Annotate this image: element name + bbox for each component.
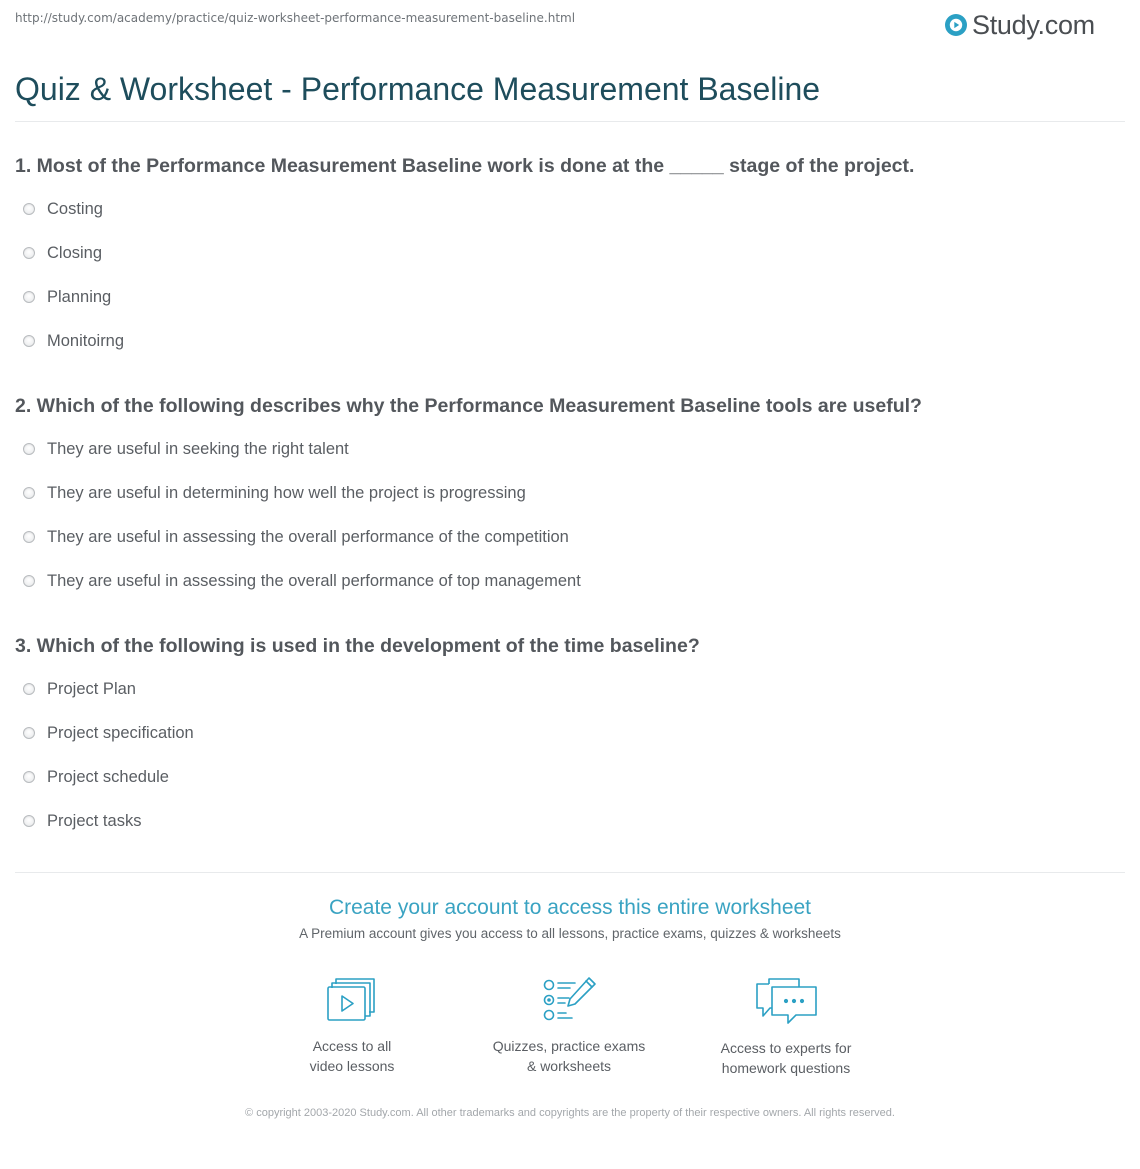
page-url: http://study.com/academy/practice/quiz-worksheet-performance-measurement-baseline.html [15, 11, 576, 25]
radio-button[interactable] [23, 487, 35, 499]
feature-video-lessons [267, 975, 437, 1076]
radio-button[interactable] [23, 203, 35, 215]
cta-subtitle: A Premium account gives you access to all lessons, practice exams, quizzes & worksheets [299, 926, 841, 941]
radio-button[interactable] [23, 335, 35, 347]
question-1 [15, 153, 1125, 350]
answer-label: They are useful in assessing the overall performance of the competition [47, 527, 569, 546]
question-3 [15, 633, 1125, 830]
radio-button[interactable] [23, 683, 35, 695]
divider [15, 872, 1125, 873]
answer-label: They are useful in seeking the right talent [47, 439, 349, 458]
page-title: Quiz & Worksheet - Performance Measurement Baseline [15, 71, 821, 107]
divider [15, 121, 1125, 122]
radio-button[interactable] [23, 443, 35, 455]
feature-quizzes [484, 975, 654, 1076]
radio-button[interactable] [23, 575, 35, 587]
answer-label: Project Plan [47, 679, 136, 698]
question-text: 3. Which of the following is used in the development of the time baseline? [15, 635, 700, 657]
answer-option[interactable] [15, 569, 581, 593]
answer-label: Project schedule [47, 767, 169, 786]
answer-label: Monitoirng [47, 331, 125, 350]
header-bar [0, 0, 1140, 52]
play-circle-icon [944, 13, 968, 37]
answer-label: Project tasks [47, 811, 142, 830]
copyright-footer: © copyright 2003-2020 Study.com. All other trademarks and copyrights are the property of their respective owners. All rights reserved. [245, 1107, 895, 1119]
logo-text: Study.com [972, 10, 1095, 40]
video-lessons-icon [322, 975, 382, 1025]
question-text: 1. Most of the Performance Measurement Baseline work is done at the _____ stage of the project. [15, 155, 915, 177]
radio-button[interactable] [23, 531, 35, 543]
feature-label: Quizzes, practice exams & worksheets [492, 1038, 646, 1074]
question-text: 2. Which of the following describes why the Performance Measurement Baseline tools are useful? [15, 395, 922, 417]
answer-label: They are useful in assessing the overall performance of top management [47, 571, 581, 590]
radio-button[interactable] [23, 815, 35, 827]
answer-option[interactable] [15, 329, 124, 353]
answer-label: Costing [47, 199, 103, 218]
cta-title-link[interactable]: Create your account to access this entire worksheet [328, 896, 812, 919]
chat-bubbles-icon [753, 975, 819, 1027]
study-logo[interactable] [944, 8, 1095, 42]
answer-option[interactable] [15, 809, 141, 833]
feature-label: Access to experts for homework questions [720, 1040, 852, 1076]
answer-option[interactable] [15, 285, 111, 309]
feature-experts [701, 975, 871, 1078]
answer-option[interactable] [15, 197, 103, 221]
radio-button[interactable] [23, 291, 35, 303]
answer-option[interactable] [15, 437, 349, 461]
radio-button[interactable] [23, 771, 35, 783]
radio-button[interactable] [23, 247, 35, 259]
feature-label: Access to all video lessons [309, 1038, 395, 1074]
answer-label: Planning [47, 287, 112, 306]
answer-label: Closing [47, 243, 103, 262]
question-2 [15, 393, 1125, 590]
answer-option[interactable] [15, 721, 194, 745]
answer-option[interactable] [15, 481, 526, 505]
answer-option[interactable] [15, 765, 169, 789]
signup-cta [0, 893, 1140, 941]
answer-option[interactable] [15, 241, 102, 265]
answer-option[interactable] [15, 525, 569, 549]
answer-option[interactable] [15, 677, 136, 701]
answer-label: Project specification [47, 723, 194, 742]
radio-button[interactable] [23, 727, 35, 739]
quiz-checklist-icon [539, 975, 599, 1025]
answer-label: They are useful in determining how well the project is progressing [47, 483, 526, 502]
